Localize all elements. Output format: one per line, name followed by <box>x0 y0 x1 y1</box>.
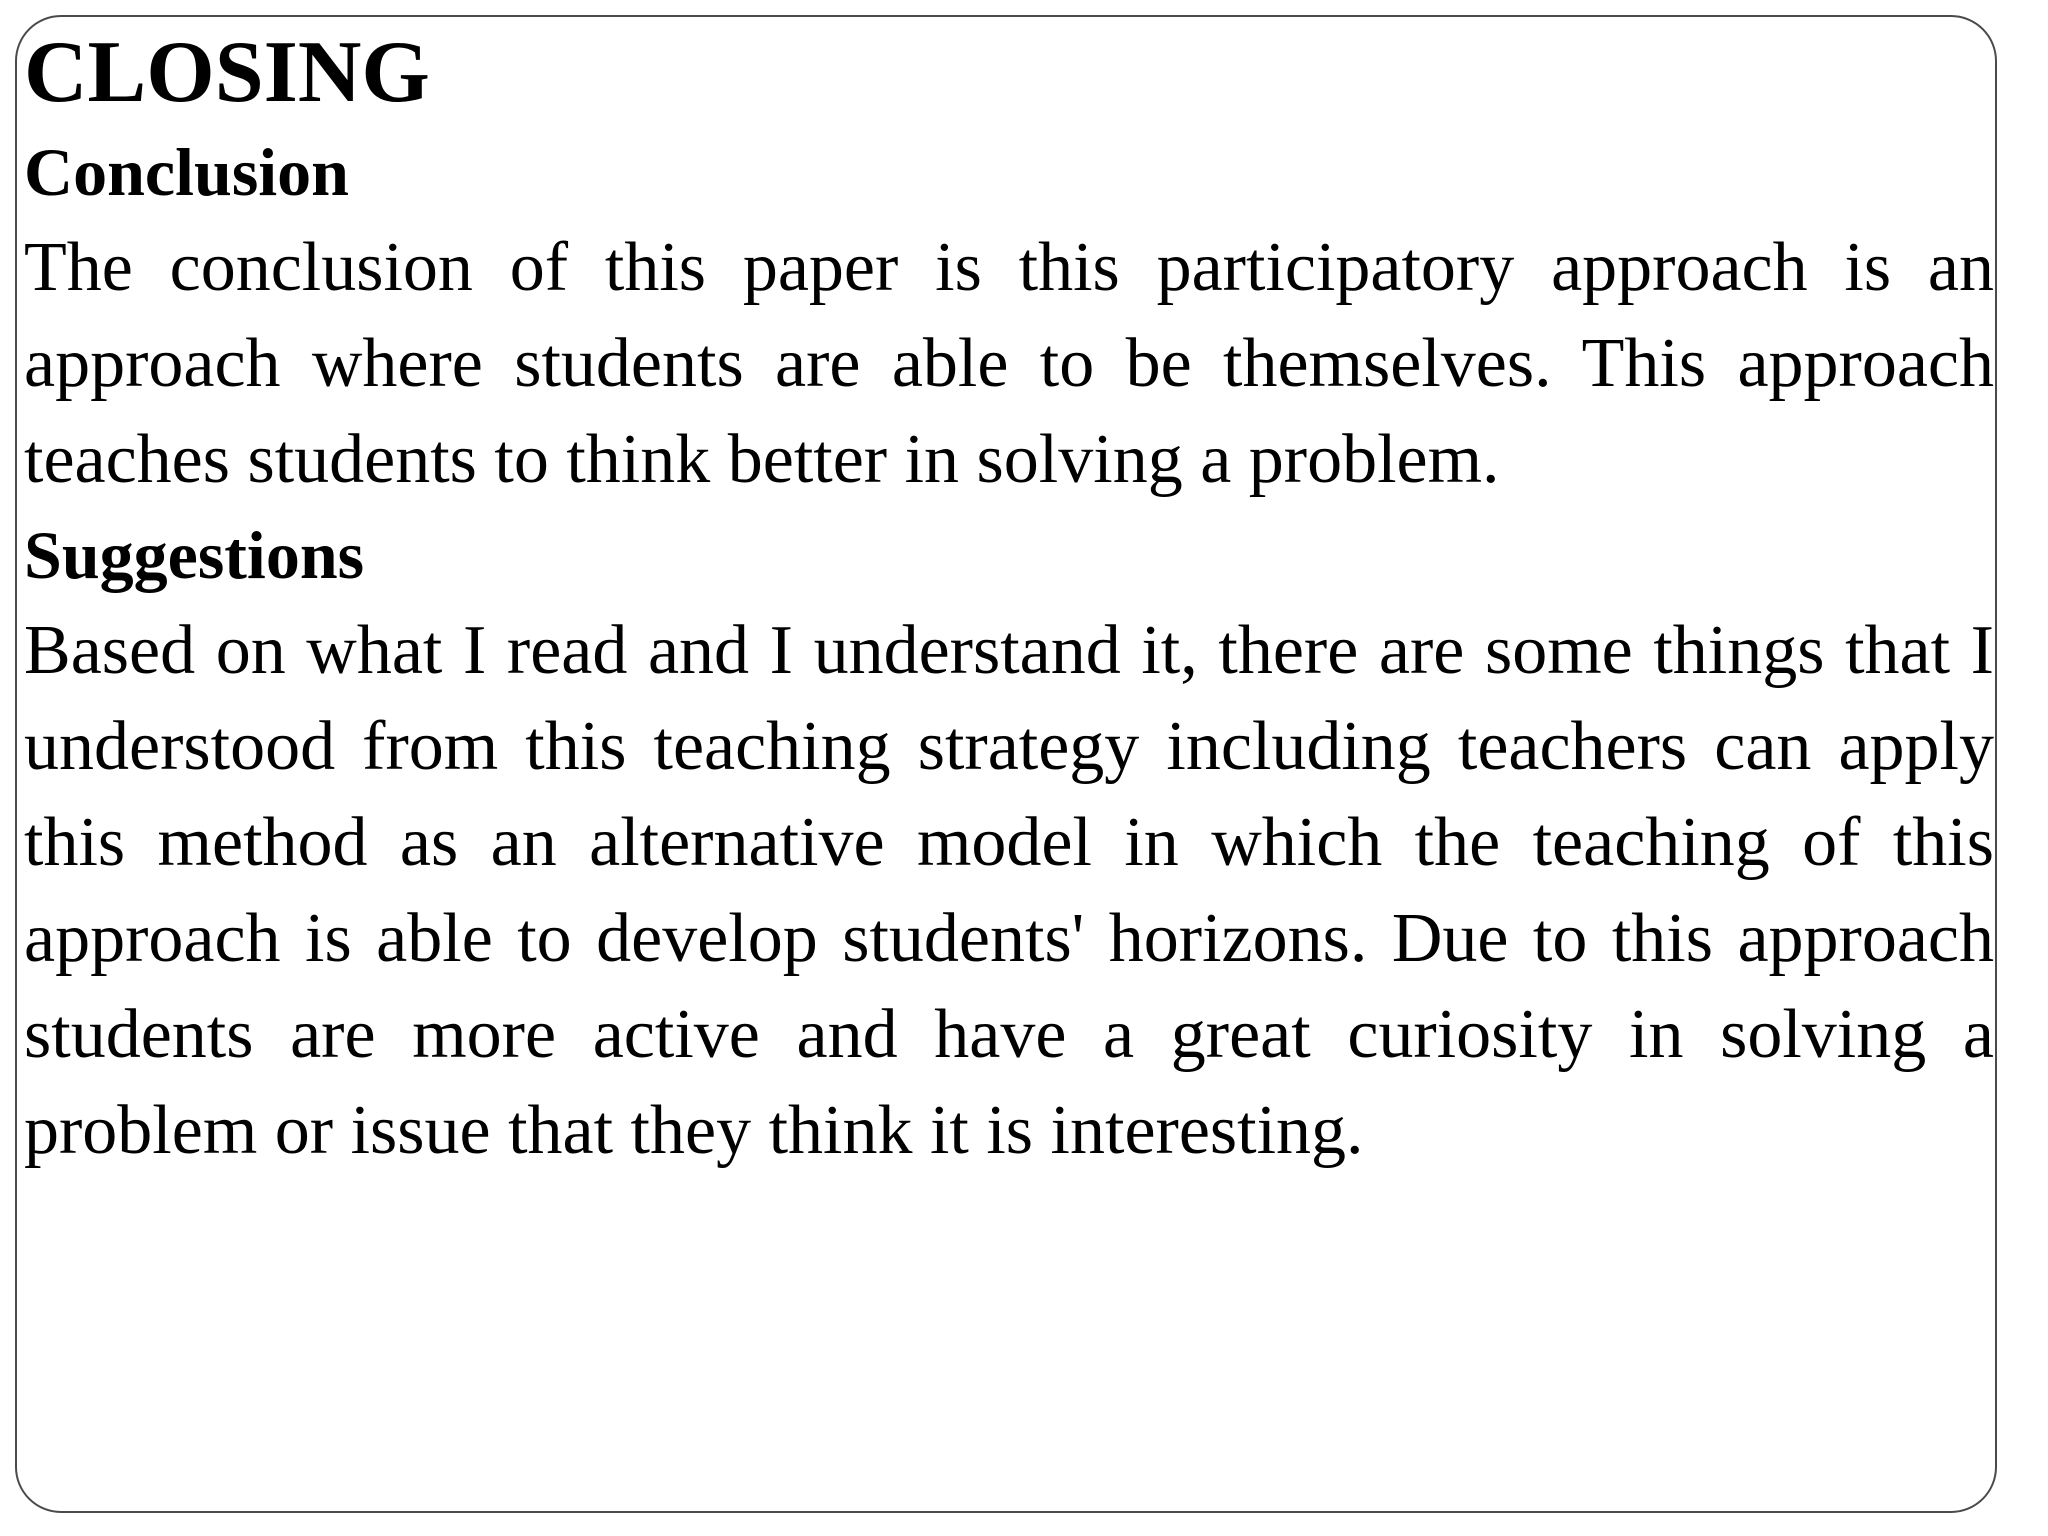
suggestions-paragraph: Based on what I read and I understand it, there are some things that I understood from this teaching strategy including teachers can apply this method as an alternative model in which the teaching of this approach is able to develop students' horizons. Due to this approach students are more active and have a great curiosity in solving a problem or issue that they think it is interesting. <box>24 612 1994 1169</box>
conclusion-paragraph: The conclusion of this paper is this participatory approach is an approach where students are able to be themselves. This approach teaches students to think better in solving a problem. <box>24 229 1994 498</box>
slide-title: CLOSING <box>24 24 430 121</box>
conclusion-heading: Conclusion <box>24 134 349 210</box>
slide-content <box>24 23 1994 1179</box>
slide-frame <box>15 15 1997 1513</box>
suggestions-heading: Suggestions <box>24 517 365 593</box>
